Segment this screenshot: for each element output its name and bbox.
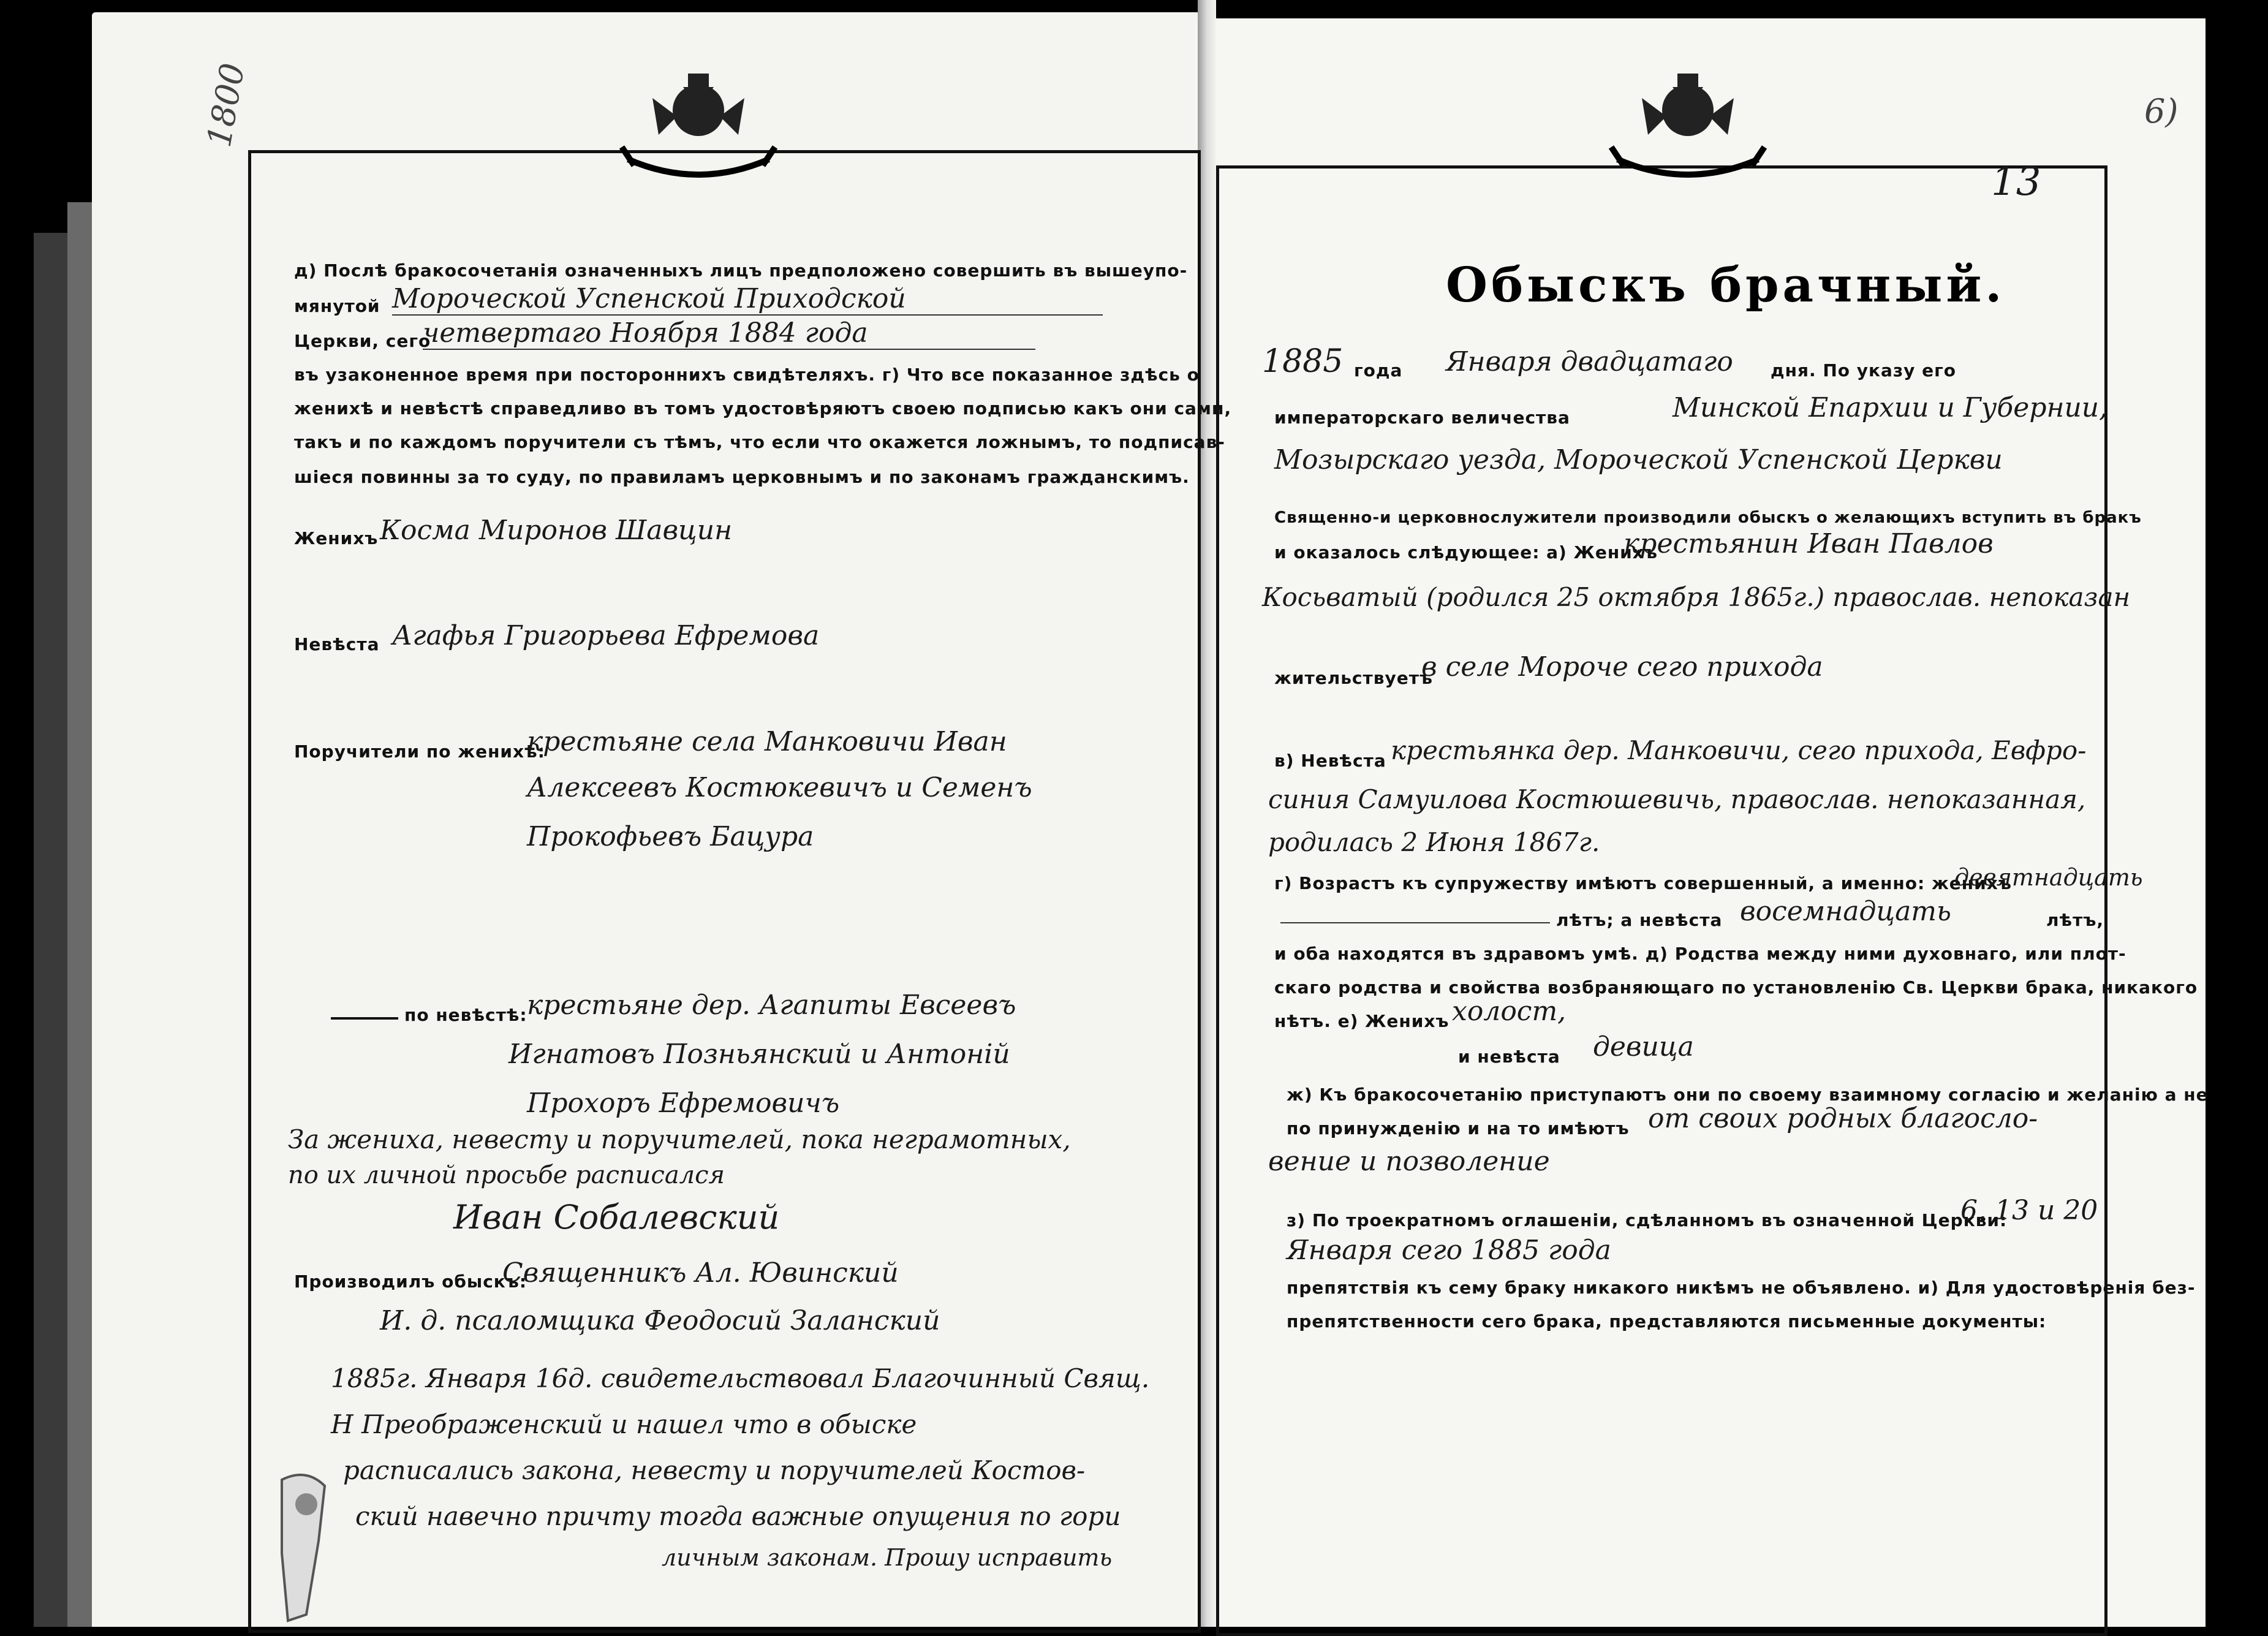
clause-g-line2: лѣтъ; а невѣста <box>1556 910 1723 930</box>
guarantor-groom-line: Прокофьевъ Бацура <box>527 821 814 852</box>
clause-z-line4: препятственности сего брака, представляются письменные документы: <box>1287 1311 2047 1331</box>
date-field: Января двадцатаго <box>1446 346 1733 377</box>
bride-label: в) Невѣста <box>1274 751 1386 771</box>
folio-mark: 6) <box>2144 92 2179 131</box>
bride-status-field: девица <box>1593 1031 1694 1062</box>
church-name-field: Мороческой Успенской Приходской <box>392 283 1103 316</box>
year-field: 1885 <box>1262 343 1344 380</box>
church-date-field: четвертаго Ноября 1884 года <box>423 317 1035 350</box>
margin-note: 1800 <box>199 60 252 150</box>
clause-z-line1: з) По троекратномъ оглашеніи, сдѣланномъ въ означенной Церкви: <box>1287 1210 2008 1230</box>
clause-d-line5: женихѣ и невѣстѣ справедливо въ томъ удостовѣряютъ своею подписью какъ они сами, <box>294 398 1232 418</box>
groom-details-field: Косьватый (родился 25 октября 1865г.) православ. непоказан <box>1262 582 2131 612</box>
groom-name: Косма Миронов Шавцин <box>380 515 733 546</box>
intro-line4: Священно-и церковнослужители производили обыскъ о желающихъ вступить въ бракъ <box>1274 509 2142 527</box>
intro-line1: дня. По указу его <box>1771 360 1957 381</box>
clause-zh-line2: по принужденію и на то имѣютъ <box>1287 1118 1630 1138</box>
book-edge-inner <box>67 202 92 1627</box>
eparchy-field: Минской Епархии и Губернии, <box>1673 392 2108 423</box>
clause-g-line5: нѣтъ. е) Женихъ <box>1274 1011 1450 1031</box>
intro-line2: императорскаго величества <box>1274 407 1570 428</box>
consent-field: от своих родных благосло- <box>1648 1103 2038 1134</box>
clause-zh-line1: ж) Къ бракосочетанію приступаютъ они по своему взаимному согласію и желанію а не <box>1287 1085 2209 1105</box>
clause-g-line1: г) Возрастъ къ супружеству имѣютъ совершенный, а именно: женихъ <box>1274 873 2012 893</box>
groom-field: крестьянин Иван Павлов <box>1624 528 1994 559</box>
dash-divider <box>331 1017 398 1020</box>
blank-line <box>1280 922 1550 923</box>
clause-d-line6: такъ и по каждомъ поручители съ тѣмъ, что если что окажется ложнымъ, то подписав- <box>294 432 1225 452</box>
bride-field: родилась 2 Июня 1867г. <box>1268 827 1600 857</box>
banns-month-field: Января сего 1885 года <box>1287 1235 1611 1266</box>
signature: Иван Собалевский <box>453 1198 780 1236</box>
clause-d-line3-label: Церкви, сего <box>294 331 431 351</box>
consent-field: вение и позволение <box>1268 1146 1550 1177</box>
parish-field: Мозырскаго уезда, Мороческой Успенской Церкви <box>1274 444 2003 475</box>
dean-note-line: 1885г. Января 16д. свидетельствовал Благочинный Свящ. <box>331 1363 1150 1393</box>
groom-status-field: холост, <box>1452 996 1567 1027</box>
imperial-eagle-crest-icon <box>1605 61 1771 184</box>
bride-age-field: восемнадцать <box>1740 896 1951 927</box>
intro-line5: и оказалось слѣдующее: а) Женихъ <box>1274 542 1658 562</box>
psalmist-signature: И. д. псаломщика Феодосий Заланский <box>380 1305 940 1336</box>
groom-age-field: девятнадцать <box>1954 864 2143 891</box>
guarantors-bride-label: по невѣстѣ: <box>404 1005 527 1025</box>
guarantor-bride-line: Игнатовъ Позньянский и Антоній <box>508 1039 1010 1070</box>
intro-year-label: года <box>1354 360 1403 381</box>
clause-d-line4: въ узаконенное время при постороннихъ свидѣтеляхъ. г) Что все показанное здѣсь о <box>294 365 1200 385</box>
imperial-eagle-crest-icon <box>616 61 781 184</box>
dean-note-line: ский навечно причту тогда важные опущения по гори <box>355 1501 1121 1531</box>
clause-g-line4: скаго родства и свойства возбраняющаго по установленію Св. Церкви брака, никакого <box>1274 977 2198 998</box>
banns-dates-field: 6, 13 и 20 <box>1960 1195 2098 1226</box>
clause-g-line3: и оба находятся въ здравомъ умѣ. д) Родства между ними духовнаго, или плот- <box>1274 944 2126 964</box>
conducted-label: Производилъ обыскъ: <box>294 1271 527 1292</box>
clause-d-line2-label: мянутой <box>294 296 380 316</box>
bride-label: Невѣста <box>294 634 380 654</box>
clause-d-line1: д) Послѣ бракосочетанія означенныхъ лицъ предположено совершить въ вышеупо- <box>294 260 1188 281</box>
page-clip-icon <box>270 1467 343 1627</box>
priest-signature: Священникъ Ал. Ювинский <box>502 1257 899 1289</box>
clause-z-line3: препятствія къ сему браку никакого никѣмъ не объявлено. и) Для удостовѣренія без- <box>1287 1278 2196 1298</box>
book-edge-right <box>2206 0 2268 1627</box>
bride-field: крестьянка дер. Манковичи, сего прихода, Евфро- <box>1391 735 2087 765</box>
book-edge <box>34 233 67 1627</box>
residence-field: в селе Мороче сего прихода <box>1421 651 1823 683</box>
note-line: За жениха, невесту и поручителей, пока неграмотных, <box>288 1124 1071 1154</box>
bride-field: синия Самуилова Костюшевичь, православ. непоказанная, <box>1268 784 2086 814</box>
right-page-frame <box>1216 165 2107 1636</box>
dean-note-line: личным законам. Прошу исправить <box>662 1544 1113 1571</box>
residence-label: жительствуетъ <box>1274 668 1433 688</box>
clause-g-years: лѣтъ, <box>2046 910 2104 930</box>
guarantor-bride-line: Прохоръ Ефремовичъ <box>527 1088 840 1119</box>
guarantor-groom-line: Алексеевъ Костюкевичъ и Семенъ <box>527 772 1032 803</box>
bride-name: Агафья Григорьева Ефремова <box>392 620 820 651</box>
guarantor-groom-line: крестьяне села Манковичи Иван <box>527 726 1007 757</box>
note-line: по их личной просьбе расписался <box>288 1161 725 1189</box>
groom-label: Женихъ <box>294 528 379 548</box>
document-title: Обыскъ брачный. <box>1446 257 2006 313</box>
dean-note-line: расписались закона, невесту и поручителей Костов- <box>343 1455 1086 1485</box>
clause-g-line6: и невѣста <box>1458 1047 1560 1067</box>
clause-d-line7: шіеся повинны за то суду, по правиламъ церковнымъ и по законамъ гражданскимъ. <box>294 467 1190 487</box>
dean-note-line: Н Преображенский и нашел что в обыске <box>331 1409 917 1439</box>
guarantor-bride-line: крестьяне дер. Агапиты Евсеевъ <box>527 990 1016 1021</box>
page-number: 13 <box>1991 159 2041 205</box>
guarantors-groom-label: Поручители по женихѣ: <box>294 741 545 762</box>
